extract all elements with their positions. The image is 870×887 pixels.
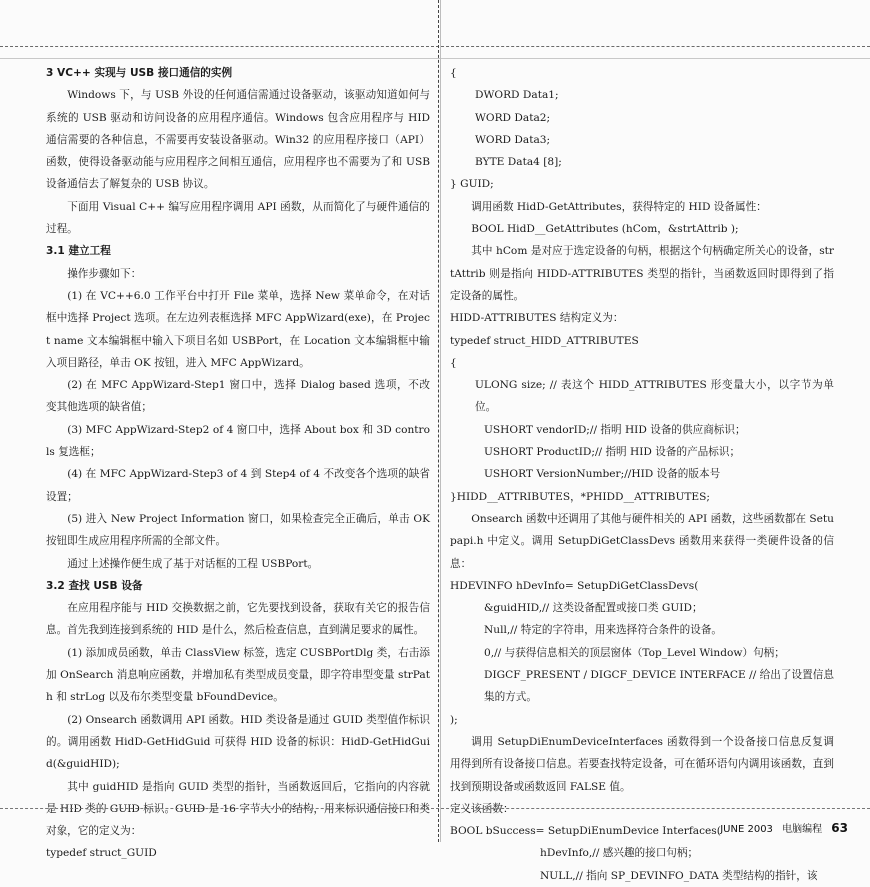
text-line: DIGCF_PRESENT / DIGCF_DEVICE INTERFACE // 给出了设置信息集的方式。 — [484, 669, 834, 704]
text-line: } GUID; — [450, 178, 494, 191]
text-line: 0,// 与获得信息相关的顶层窗体（Top_Level Window）句柄； — [484, 646, 785, 659]
text-line: 定义该函数： — [450, 802, 514, 815]
text-line: ULONG size; // 表这个 HIDD_ATTRIBUTES 形变量大小，以字节为单位。 — [475, 379, 834, 414]
text-line: ); — [450, 713, 458, 726]
footer-rule — [0, 808, 870, 809]
text-line: USHORT vendorID;// 指明 HID 设备的供应商标识； — [484, 423, 746, 436]
text-line: DWORD Data1; — [475, 89, 559, 102]
text-line: (3) MFC AppWizard-Step2 of 4 窗口中，选择 About box 和 3D controls 复选框； — [46, 423, 430, 459]
text-line: Windows 下，与 USB 外设的任何通信需通过设备驱动，该驱动知道如何与系统的 USB 驱动和访问设备的应用程序通信。Windows 包含应用程序与 HID 通信需要的各种信息，不需要再安装设备驱动。Win32 的应用程序接口（API）函数，使得设备驱动能与应用程序之间相互通信，应用程序也不需要为了和 USB 设备通信去了解复杂的 USB 协议。 — [46, 89, 430, 191]
text-line: 通过上述操作便生成了基于对话框的工程 USBPort。 — [67, 557, 319, 570]
text-line: WORD Data2; — [475, 111, 551, 124]
text-line: HIDD-ATTRIBUTES 结构定义为： — [450, 312, 624, 325]
left-column — [46, 62, 430, 865]
section-heading: 3 VC++ 实现与 USB 接口通信的实例 — [46, 67, 233, 79]
page-footer — [720, 820, 848, 835]
text-line: typedef struct_GUID — [46, 847, 157, 860]
text-line: (1) 在 VC++6.0 工作平台中打开 File 菜单，选择 New 菜单命令，在对话框中选择 Project 选项。在左边列表框选择 MFC AppWizard(exe)，在 Project name 文本编辑框中输入下项目名如 USBPort，在 Location 文本编辑框中输入项目路径，单击 OK 按钮，进入 MFC AppWizard。 — [46, 289, 430, 369]
text-line: USHORT VersionNumber;//HID 设备的版本号 — [484, 468, 721, 481]
header-rule-light — [0, 58, 870, 59]
section-heading: 3.1 建立工程 — [46, 245, 111, 258]
text-line: typedef struct_HIDD_ATTRIBUTES — [450, 334, 639, 347]
text-line: 其中 hCom 是对应于选定设备的句柄，根据这个句柄确定所关心的设备，strtAttrib 则是指向 HIDD-ATTRIBUTES 类型的指针，当函数返回时即得到了指定设备的属性。 — [450, 245, 834, 302]
text-line: Onsearch 函数中还调用了其他与硬件相关的 API 函数，这些函数都在 Setupapi.h 中定义。调用 SetupDiGetClassDevs 函数用来获得一类硬件设备的信息： — [450, 512, 834, 570]
footer-date: JUNE 2003 — [720, 824, 773, 835]
text-line: 其中 guidHID 是指向 GUID 类型的指针，当函数返回后，它指向的内容就是 HID 类的 GUID 标识。GUID 是 16 字节大小的结构，用来标识通信接口和类对象，它的定义为： — [46, 780, 430, 838]
text-line: &guidHID,// 这类设备配置或接口类 GUID； — [484, 602, 703, 615]
text-line: BOOL bSuccess= SetupDiEnumDevice Interfaces( — [450, 825, 721, 838]
text-line: (4) 在 MFC AppWizard-Step3 of 4 到 Step4 of 4 不改变各个选项的缺省设置； — [46, 468, 430, 503]
text-line: HDEVINFO hDevInfo= SetupDiGetClassDevs( — [450, 579, 699, 592]
text-line: (1) 添加成员函数，单击 ClassView 标签，选定 CUSBPortDlg 类，右击添加 OnSearch 消息响应函数，并增加私有类型成员变量，即字符串型变量 strPath 和 strLog 以及布尔类型变量 bFoundDevice。 — [46, 646, 430, 704]
column-divider-light — [440, 0, 441, 842]
text-line: 操作步骤如下： — [67, 267, 142, 280]
text-line: Null,// 特定的字符串，用来选择符合条件的设备。 — [484, 624, 723, 637]
right-column — [450, 62, 834, 887]
text-line: { — [450, 356, 457, 369]
text-line: USHORT ProductID;// 指明 HID 设备的产品标识； — [484, 446, 741, 459]
text-line: hDevInfo,// 感兴趣的接口句柄； — [540, 847, 699, 860]
text-line: BYTE Data4 [8]; — [475, 156, 562, 169]
section-heading: 3.2 查找 USB 设备 — [46, 579, 143, 592]
footer-brand: 电脑编程 — [782, 824, 823, 835]
text-line: NULL,// 指向 SP_DEVINFO_DATA 类型结构的指针，该 — [540, 869, 818, 882]
text-line: 调用 SetupDiEnumDeviceInterfaces 函数得到一个设备接口信息反复调用得到所有设备接口信息。若要查找特定设备，可在循环语句内调用该函数，直到找到预期设备或函数返回 FALSE 值。 — [450, 735, 834, 793]
text-line: (2) 在 MFC AppWizard-Step1 窗口中，选择 Dialog based 选项，不改变其他选项的缺省值； — [46, 379, 430, 414]
text-line: }HIDD__ATTRIBUTES，*PHIDD__ATTRIBUTES; — [450, 490, 710, 503]
text-line: WORD Data3; — [475, 133, 551, 146]
column-divider — [438, 0, 439, 842]
text-line: (2) Onsearch 函数调用 API 函数。HID 类设备是通过 GUID 类型值作标识的。调用函数 HidD-GetHidGuid 可获得 HID 设备的标识：HidD-GetHidGuid(&guidHID); — [46, 713, 430, 771]
text-line: 在应用程序能与 HID 交换数据之前，它先要找到设备，获取有关它的报告信息。首先我到连接到系统的 HID 是什么，然后检查信息，直到满足要求的属性。 — [46, 602, 430, 637]
text-line: BOOL HidD__GetAttributes (hCom，&strtAttrib ); — [471, 223, 739, 236]
page-number: 63 — [831, 821, 848, 835]
header-rule — [0, 46, 870, 47]
text-line: 下面用 Visual C++ 编写应用程序调用 API 函数，从而简化了与硬件通信的过程。 — [46, 200, 430, 236]
text-line: (5) 进入 New Project Information 窗口，如果检查完全正确后，单击 OK 按钮即生成应用程序所需的全部文件。 — [46, 512, 430, 548]
text-line: { — [450, 67, 457, 79]
text-line: 调用函数 HidD-GetAttributes，获得特定的 HID 设备属性： — [471, 200, 767, 213]
